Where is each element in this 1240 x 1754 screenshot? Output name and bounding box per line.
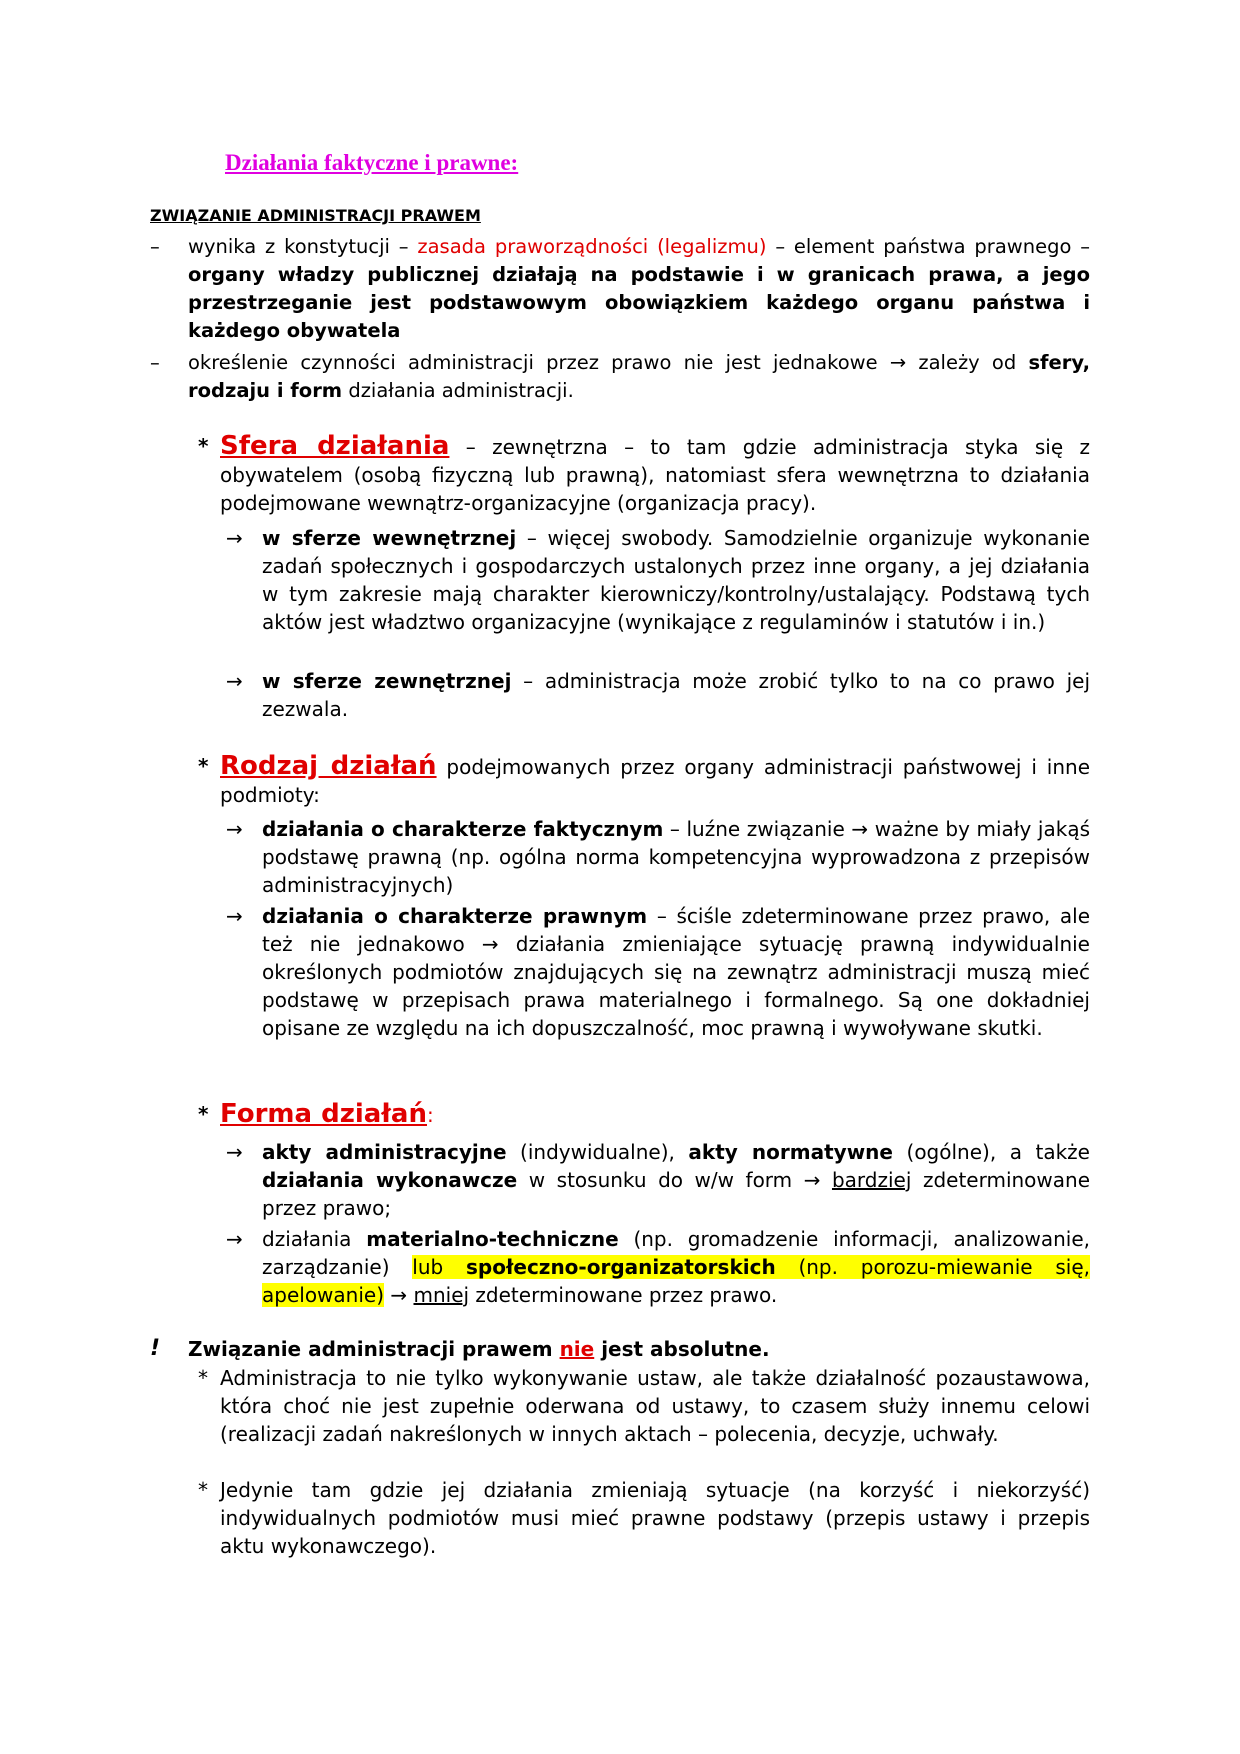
star-bullet: *: [198, 1478, 208, 1502]
exclamation-icon: !: [150, 1336, 161, 1361]
list-item: – wynika z konstytucji – zasada praworządności (legalizmu) – element państwa prawnego – organy władzy publicznej działają na podstawie i w granicach prawa, a jego przestrzeganie jest podstawowym obowiązkiem każdego organu państwa i każdego obywatela: [150, 235, 1090, 342]
dash-bullet: –: [150, 351, 160, 374]
list-item: → w sferze wewnętrznej – więcej swobody. Samodzielnie organizuje wykonanie zadań społecznych i gospodarczych ustalonych przez inne organy, a jej działania w tym zakresie mają charakter kierowniczy/kontrolny/ustalający. Podstawą tych aktów jest władztwo organizacyjne (wynikające z regulaminów i statutów i in.): [226, 526, 1090, 634]
page-title: Działania faktyczne i prawne:: [225, 150, 519, 175]
highlighted-text: lub: [412, 1255, 466, 1279]
star-bullet: *: [198, 1366, 208, 1390]
sfera-section: * Sfera działania – zewnętrzna – to tam gdzie administracja styka się z obywatelem (osobą fizyczną lub prawną), natomiast sfera wewnętrzna to działania podejmowane wewnątrz-organizacyjne (organizacja pracy).: [198, 431, 1090, 515]
legalism-principle: zasada praworządności (legalizmu): [417, 235, 767, 258]
list-item: → w sferze zewnętrznej – administracja może zrobić tylko to na co prawo jej zezwala.: [226, 669, 1090, 721]
list-item: → działania o charakterze faktycznym – luźne związanie → ważne by miały jakąś podstawę prawną (np. ogólna norma kompetencyjna wyprowadzona z przepisów administracyjnych): [226, 817, 1090, 897]
forma-section: * Forma działań:: [198, 1099, 434, 1129]
arrow-bullet: →: [226, 669, 243, 693]
rodzaj-section: * Rodzaj działań podejmowanych przez organy administracji państwowej i inne podmioty:: [198, 751, 1090, 807]
list-item: → akty administracyjne (indywidualne), akty normatywne (ogólne), a także działania wykonawcze w stosunku do w/w form → bardziej zdeterminowane przez prawo;: [226, 1140, 1091, 1220]
dash-bullet: –: [150, 235, 160, 258]
star-bullet: *: [198, 434, 209, 458]
sfera-heading: Sfera działania: [220, 431, 450, 461]
star-bullet: *: [198, 754, 209, 778]
star-bullet: *: [198, 1102, 209, 1126]
arrow-bullet: →: [226, 904, 243, 928]
list-item: * Jedynie tam gdzie jej działania zmieniają sytuacje (na korzyść i niekorzyść) indywidualnych podmiotów musi mieć prawne podstawy (przepis ustawy i przepis aktu wykonawczego).: [198, 1478, 1090, 1558]
note-heading: ! Związanie administracji prawem nie jest absolutne.: [150, 1336, 770, 1361]
list-item: → działania materialno-techniczne (np. gromadzenie informacji, analizowanie, zarządzanie) lub społeczno-organizatorskich (np. porozu-miewanie się, apelowanie) → mniej zdeterminowane przez prawo.: [226, 1227, 1090, 1307]
list-item: * Administracja to nie tylko wykonywanie ustaw, ale także działalność pozaustawowa, która choć nie jest zupełnie oderwana od ustawy, to czasem służy innemu celowi (realizacji zadań nakreślonych w innych aktach – polecenia, decyzje, uchwały.: [198, 1366, 1090, 1446]
list-item: – określenie czynności administracji przez prawo nie jest jednakowe → zależy od sfery, rodzaju i form działania administracji.: [150, 351, 1090, 402]
arrow-bullet: →: [226, 526, 243, 550]
arrow-bullet: →: [226, 817, 243, 841]
section-heading: ZWIĄZANIE ADMINISTRACJI PRAWEM: [150, 206, 481, 225]
arrow-bullet: →: [226, 1227, 243, 1251]
rodzaj-heading: Rodzaj działań: [220, 751, 437, 781]
forma-heading: Forma działań: [220, 1099, 427, 1129]
list-item: → działania o charakterze prawnym – ściśle zdeterminowane przez prawo, ale też nie jednakowo → działania zmieniające sytuację prawną indywidualnie określonych podmiotów znajdujących się na zewnątrz administracji muszą mieć podstawę w przepisach prawa materialnego i formalnego. Są one dokładniej opisane ze względu na ich dopuszczalność, moc prawną i wywoływane skutki.: [226, 904, 1091, 1040]
arrow-bullet: →: [226, 1140, 243, 1164]
